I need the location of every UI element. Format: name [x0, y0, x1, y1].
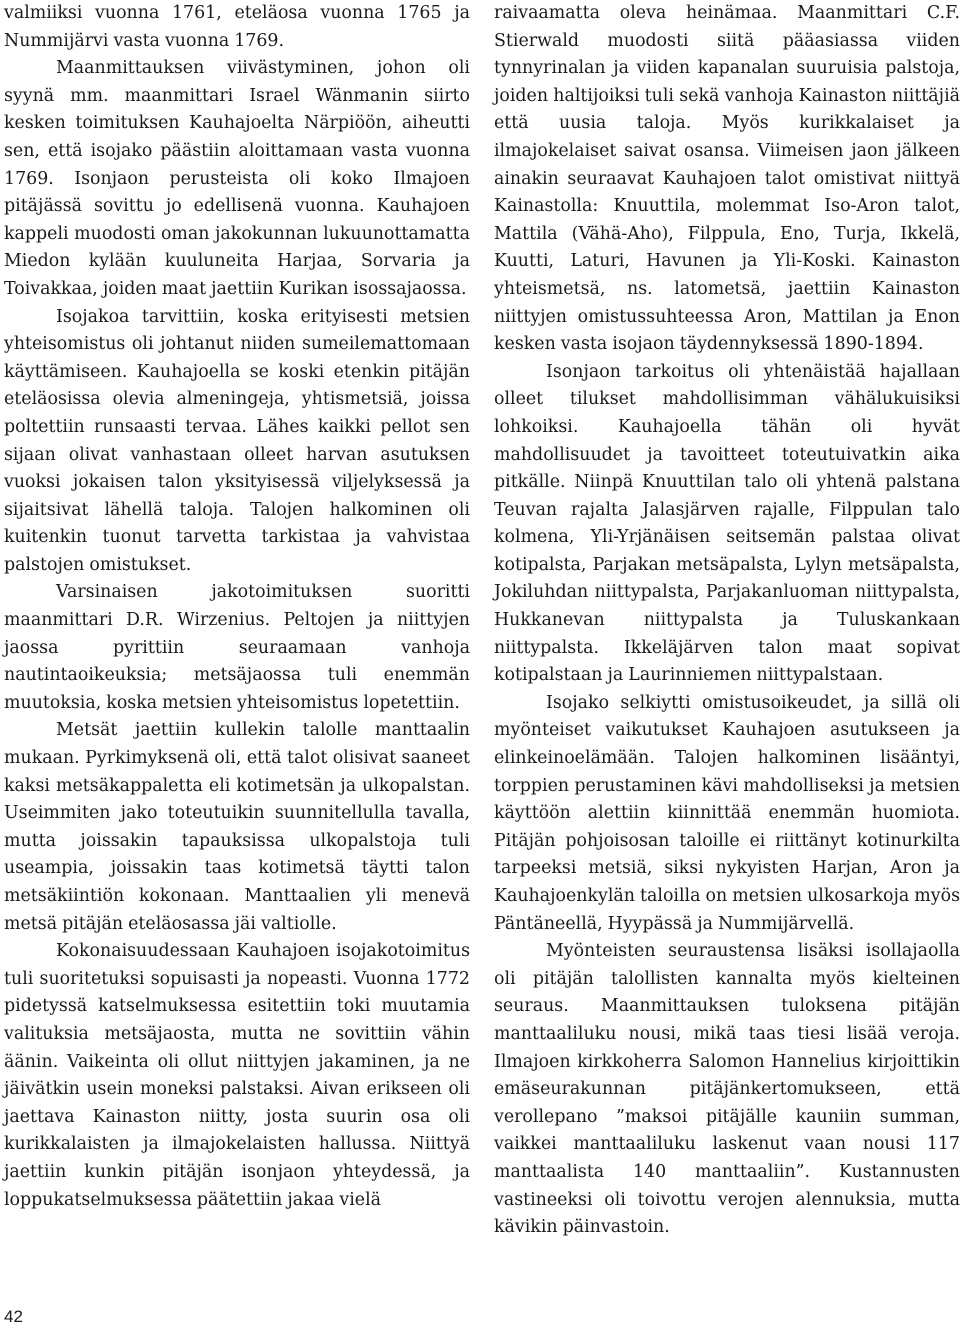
paragraph: Maanmittauksen viivästyminen, johon oli syynä mm. maanmittari Israel Wänmanin siirto kesken toimituksen Kauhajoelta Närpiöön, aiheutti sen, että isojako päästiin aloittamaan vasta vuonna 1769. Isonjaon perusteista oli koko Ilmajoen pitäjässä sovittu jo edellisenä vuonna. Kauhajoen kappeli muodosti oman jakokunnan lukuunottamatta Miedon kylään kuuluneita Harjaa, Sorvaria ja Toivakkaa, joiden maat jaettiin Kurikan isossajaossa. [4, 58, 470, 299]
paragraph: Isojakoa tarvittiin, koska erityisesti metsien yhteisomistus oli johtanut niiden sumeilemattomaan käyttämiseen. Kauhajoella se koski etenkin pitäjän eteläosissa olevia almeningeja, yhtismetsiä, joissa poltettiin runsaasti tervaa. Lähes kaikki pellot sen sijaan olivat vanhastaan olleet harvan asutuksen vuoksi jokaisen talon yksityisessä viljelyksessä ja sijaitsivat lähellä taloja. Talojen halkominen oli kuitenkin tuonut tarvetta tarkistaa ja vahvistaa palstojen omistukset. [4, 306, 470, 575]
paragraph: Metsät jaettiin kullekin talolle manttaalin mukaan. Pyrkimyksenä oli, että talot olisivat saaneet kaksi metsäkappaletta eli kotimetsän ja ulkopalstan. Useimmiten jako toteutuikin suunnitellulla tavalla, mutta joissakin tapauksissa ulkopalstoja tuli useampia, joissakin taas kotimetsä täytti talon metsäkiintiön kokonaan. Manttaalien yli menevä metsä pitäjän eteläosassa jäi valtiolle. [4, 720, 470, 934]
paragraph: Isonjaon tarkoitus oli yhtenäistää hajallaan olleet tilukset mahdollisimman vähälukuisiksi lohkoiksi. Kauhajoella tähän oli hyvät mahdollisuudet ja tavoitteet toteutuivatkin aika pitkälle. Niinpä Knuuttilan talo oli yhtenä palstana Teuvan rajalta Jalasjärven rajalle, Filppulan talo kolmena, Yli-Yrjänäisen seitsemän palstaa olivat kotipalsta, Parjakan metsäpalsta, Lylyn metsäpalsta, Jokiluhdan niittypalsta, Parjakanluoman niittypalsta, Hukkanevan niittypalsta ja Tuluskankaan niittypalsta. Ikkeläjärven talon maat sopivat kotipalstaan ja Laurinniemen niittypalstaan. [494, 361, 960, 686]
paragraph: valmiiksi vuonna 1761, eteläosa vuonna 1765 ja Nummijärvi vasta vuonna 1769. [4, 3, 470, 51]
page-number: 42 [4, 1307, 23, 1326]
paragraph: Varsinaisen jakotoimituksen suoritti maanmittari D.R. Wirzenius. Peltojen ja niittyjen jaossa pyrittiin seuraamaan vanhoja nautintaoikeuksia; metsäjaossa tuli enemmän muutoksia, koska metsien yhteisomistus lopetettiin. [4, 582, 470, 713]
paragraph: raivaamatta oleva heinämaa. Maanmittari C.F. Stierwald muodosti siitä pääasiassa viiden tynnyrinalan ja viiden kapanalan suuruisia palstoja, joiden haltijoiksi tuli sekä vanhoja Kainaston niittäjiä että uusia taloja. Myös kurikkalaiset ja ilmajokelaiset saivat osansa. Viimeisen jaon jälkeen ainakin seuraavat Kauhajoen talot omistivat niittyä Kainastolla: Knuuttila, molemmat Iso-Aron talot, Mattila (Vähä-Aho), Filppula, Eno, Turja, Ikkelä, Kuutti, Laturi, Havunen ja Yli-Koski. Kainaston yhteismetsä, ns. latometsä, jaettiin Kainaston niittyjen omistussuhteessa Aron, Mattilan ja Enon kesken vasta isojaon täydennyksessä 1890-1894. [494, 3, 960, 355]
left-column [4, 0, 470, 1214]
right-column [494, 0, 960, 1242]
paragraph: Kokonaisuudessaan Kauhajoen isojakotoimitus tuli suoritetuksi sopuisasti ja nopeasti. Vuonna 1772 pidetyssä katselmuksessa esitettiin toki muutamia valituksia metsäjaosta, mutta ne sovittiin vähin äänin. Vaikeinta oli ollut niittyjen jakaminen, ja ne jäivätkin usein moneksi palstaksi. Aivan erikseen oli jaettava Kainaston niitty, josta suurin osa oli kurikkalaisten ja ilmajokelaisten hallussa. Niittyä jaettiin kunkin pitäjän isonjaon yhteydessä, ja loppukatselmuksessa päätettiin jakaa vielä [4, 941, 470, 1210]
paragraph: Myönteisten seuraustensa lisäksi isollajaolla oli pitäjän talollisten kannalta myös kielteinen seuraus. Maanmittauksen tuloksena pitäjän manttaaliluku nousi, mikä taas tiesi lisää veroja. Ilmajoen kirkkoherra Salomon Hannelius kirjoittikin emäseurakunnan pitäjänkertomukseen, että verollepano ”maksoi pitäjälle kauniin summan, vaikkei manttaaliluku laskenut vaan nousi 117 manttaalista 140 manttaaliin”. Kustannusten vastineeksi oli toivottu verojen alennuksia, mutta kävikin päinvastoin. [494, 941, 960, 1238]
paragraph: Isojako selkiytti omistusoikeudet, ja sillä oli myönteiset vaikutukset Kauhajoen asutukseen ja elinkeinoelämään. Talojen halkominen lisääntyi, torppien perustaminen kävi mahdolliseksi ja metsien käyttöön alettiin kiinnittää enemmän huomiota. Pitäjän pohjoisosan taloille ei riittänyt kotinurkilta tarpeeksi metsiä, siksi nykyisten Harjan, Aron ja Kauhajoenkylän taloilla on metsien ulkosarkoja myös Päntäneellä, Hyypässä ja Nummijärvellä. [494, 692, 960, 934]
